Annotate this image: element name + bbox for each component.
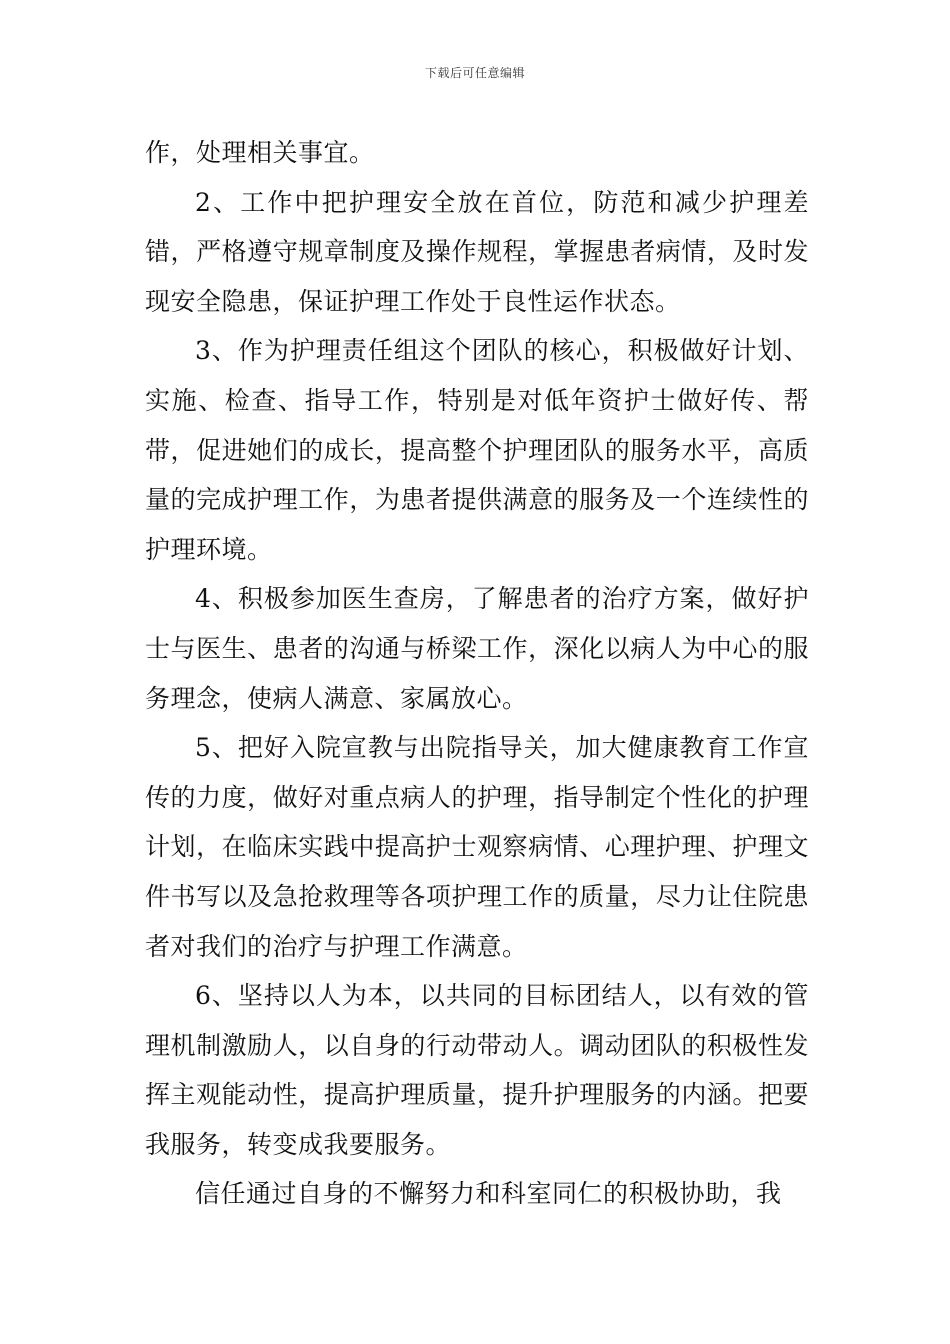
paragraph-item-4: 4、积极参加医生查房，了解患者的治疗方案，做好护士与医生、患者的沟通与桥梁工作，深化以病人为中心的服务理念，使病人满意、家属放心。	[145, 584, 809, 713]
paragraph-item-6: 6、坚持以人为本，以共同的目标团结人，以有效的管理机制激励人，以自身的行动带动人。调动团队的积极性发挥主观能动性，提高护理质量，提升护理服务的内涵。把要我服务，转变成我要服务。	[145, 981, 809, 1159]
paragraph-item-3: 3、作为护理责任组这个团队的核心，积极做好计划、实施、检查、指导工作，特别是对低年资护士做好传、帮带，促进她们的成长，提高整个护理团队的服务水平，高质量的完成护理工作，为患者提供满意的服务及一个连续性的护理环境。	[145, 336, 809, 564]
paragraph-closing: 信任通过自身的不懈努力和科室同仁的积极协助，我	[195, 1179, 782, 1209]
paragraph-item-2: 2、工作中把护理安全放在首位，防范和减少护理差错，严格遵守规章制度及操作规程，掌握患者病情，及时发现安全隐患，保证护理工作处于良性运作状态。	[145, 187, 809, 316]
page-header: 下载后可任意编辑	[424, 66, 525, 80]
document-body	[145, 128, 809, 1219]
paragraph-item-5: 5、把好入院宣教与出院指导关，加大健康教育工作宣传的力度，做好对重点病人的护理，指导制定个性化的护理计划，在临床实践中提高护士观察病情、心理护理、护理文件书写以及急抢救理等各项护理工作的质量，尽力让住院患者对我们的治疗与护理工作满意。	[145, 733, 809, 961]
paragraph-continuation: 作，处理相关事宜。	[145, 138, 375, 167]
